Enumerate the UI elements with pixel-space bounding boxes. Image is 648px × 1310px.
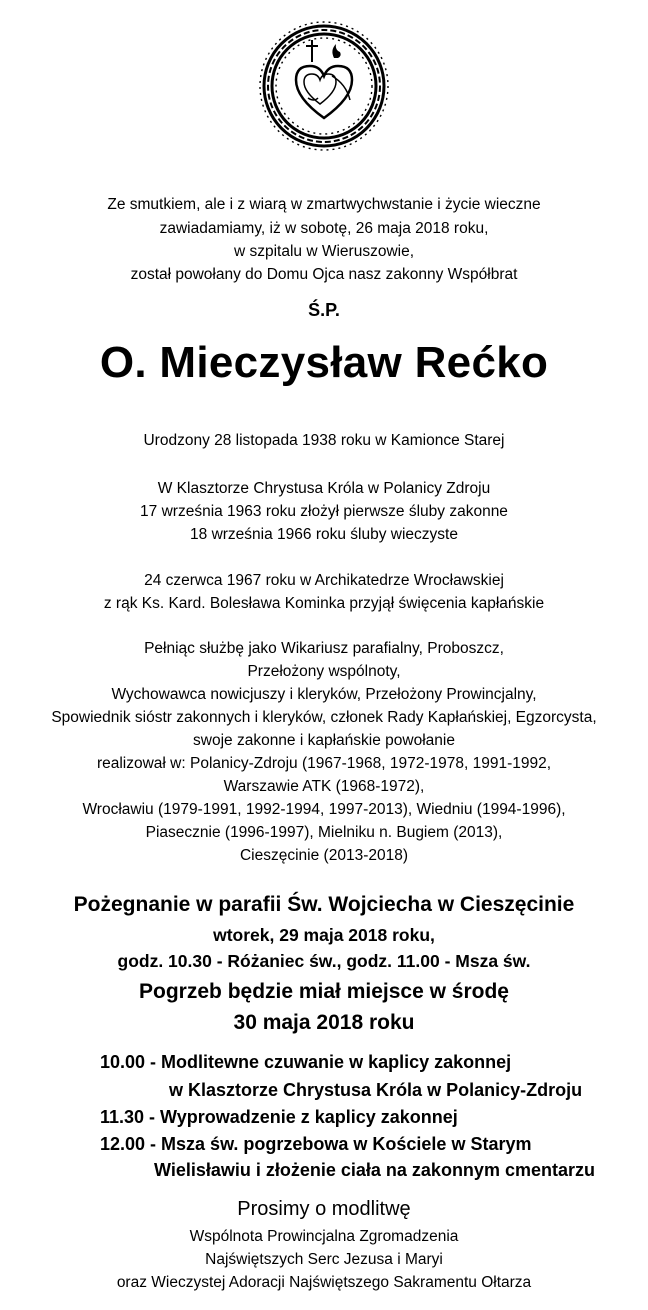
- schedule-item-1: 10.00 - Modlitewne czuwanie w kaplicy zakonnej: [100, 1052, 512, 1072]
- schedule-item-3: 12.00 - Msza św. pogrzebowa w Kościele w Starym: [100, 1134, 532, 1154]
- vows-line-1: W Klasztorze Chrystusa Króla w Polanicy Zdroju: [157, 480, 491, 497]
- service-line-6: realizował w: Polanicy-Zdroju (1967-1968, 1972-1978, 1991-1992,: [96, 755, 552, 772]
- schedule-item-2: 11.30 - Wyprowadzenie z kaplicy zakonnej: [100, 1107, 458, 1127]
- service-line-4: Spowiednik sióstr zakonnych i kleryków, członek Rady Kapłańskiej, Egzorcysta,: [51, 709, 597, 726]
- deceased-name: O. Mieczysław Rećko: [99, 338, 549, 387]
- cross-icon: [306, 40, 318, 62]
- service-line-9: Piasecznie (1996-1997), Mielniku n. Bugiem (2013),: [145, 824, 503, 841]
- signature-line-2: Najświętszych Serc Jezusa i Maryi: [205, 1251, 443, 1268]
- service-line-7: Warszawie ATK (1968-1972),: [223, 778, 425, 795]
- farewell-times: godz. 10.30 - Różaniec św., godz. 11.00 - Msza św.: [117, 951, 531, 971]
- intro-line-2: zawiadamiamy, iż w sobotę, 26 maja 2018 roku,: [159, 220, 489, 237]
- service-line-1: Pełniąc służbę jako Wikariusz parafialny, Proboszcz,: [144, 640, 504, 657]
- ordination-line-2: z rąk Ks. Kard. Bolesława Kominka przyjął święcenia kapłańskie: [103, 595, 545, 612]
- service-line-10: Cieszęcinie (2013-2018): [239, 847, 408, 864]
- vows-line-3: 18 września 1966 roku śluby wieczyste: [190, 526, 458, 543]
- service-line-3: Wychowawca nowicjuszy i kleryków, Przełożony Prowincjalny,: [111, 686, 537, 703]
- crown-of-thorns-icon: [260, 22, 388, 150]
- service-line-2: Przełożony wspólnoty,: [247, 663, 401, 680]
- sacred-hearts-emblem: [256, 18, 392, 154]
- service-line-5: swoje zakonne i kapłańskie powołanie: [193, 732, 455, 749]
- intro-line-4: został powołany do Domu Ojca nasz zakonny Współbrat: [130, 266, 518, 283]
- intro-line-1: Ze smutkiem, ale i z wiarą w zmartwychwstanie i życie wieczne: [107, 196, 541, 213]
- farewell-date: wtorek, 29 maja 2018 roku,: [213, 925, 435, 945]
- ordination-line-1: 24 czerwca 1967 roku w Archikatedrze Wrocławskiej: [144, 572, 504, 589]
- hearts-icon: [296, 66, 352, 118]
- birth-line: Urodzony 28 listopada 1938 roku w Kamionce Starej: [143, 432, 505, 449]
- farewell-title: Pożegnanie w parafii Św. Wojciecha w Cieszęcinie: [73, 893, 575, 916]
- sp-label: Ś.P.: [308, 300, 340, 320]
- schedule-item-1-cont: w Klasztorze Chrystusa Króla w Polanicy-Zdroju: [169, 1080, 583, 1100]
- signature-line-3: oraz Wieczystej Adoracji Najświętszego Sakramentu Ołtarza: [116, 1274, 532, 1291]
- intro-line-3: w szpitalu w Wieruszowie,: [233, 243, 415, 260]
- vows-line-2: 17 września 1963 roku złożył pierwsze śluby zakonne: [140, 503, 508, 520]
- prayer-request: Prosimy o modlitwę: [237, 1198, 411, 1220]
- service-line-8: Wrocławiu (1979-1991, 1992-1994, 1997-2013), Wiedniu (1994-1996),: [82, 801, 566, 818]
- schedule-item-3-cont: Wielisławiu i złożenie ciała na zakonnym cmentarzu: [154, 1160, 595, 1180]
- signature-line-1: Wspólnota Prowincjalna Zgromadzenia: [189, 1228, 459, 1245]
- funeral-line-2: 30 maja 2018 roku: [233, 1011, 415, 1034]
- flame-icon: [332, 44, 340, 58]
- funeral-line-1: Pogrzeb będzie miał miejsce w środę: [139, 980, 509, 1003]
